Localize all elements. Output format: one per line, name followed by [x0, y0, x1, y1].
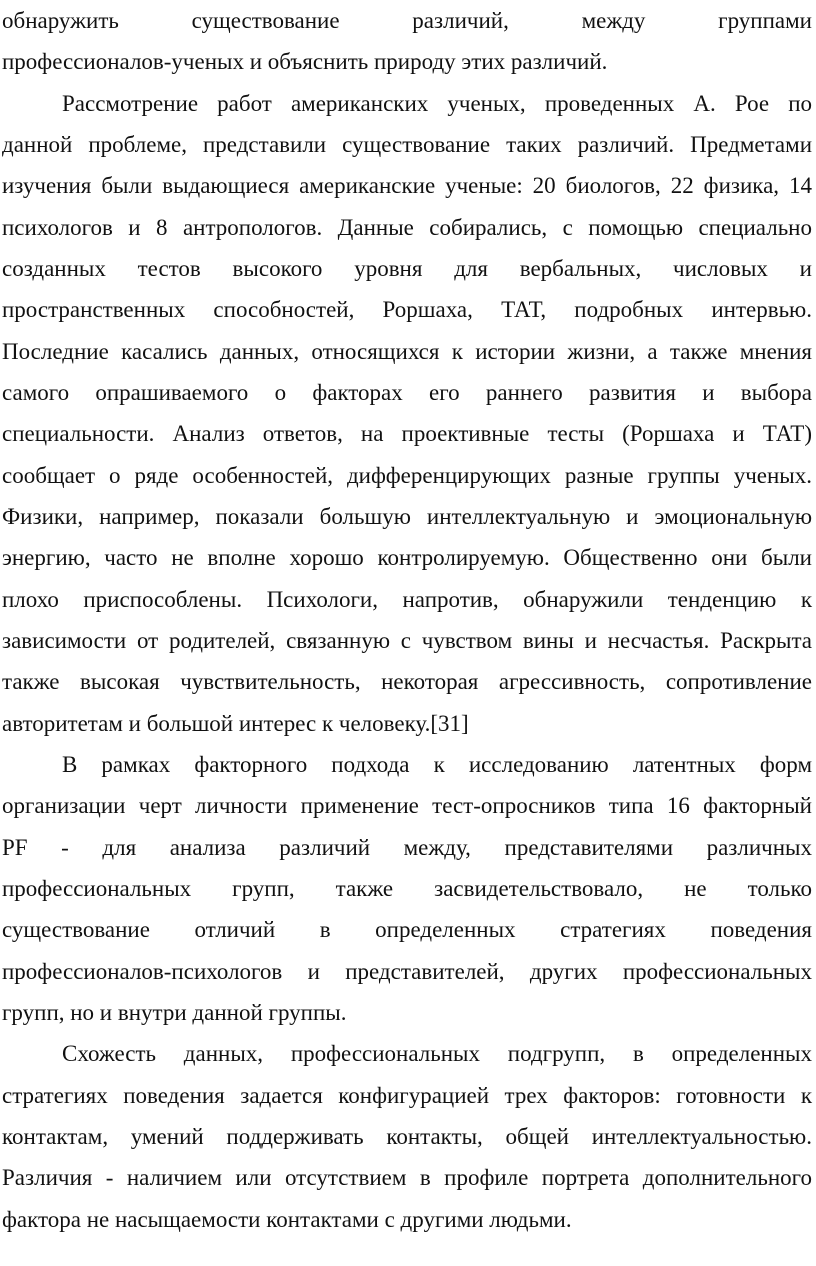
paragraph-3-line-1: В рамках факторного подхода к исследованию латентных форм — [62, 752, 812, 777]
paragraph-3-line-7: групп, но и внутри данной группы. — [2, 1000, 347, 1025]
paragraph-3-line-5: существование отличий в определенных стратегиях поведения — [2, 917, 812, 942]
paragraph-2-line-13: плохо приспособлены. Психологи, напротив, обнаружили тенденцию к — [2, 587, 812, 612]
paragraph-3-line-4: профессиональных групп, также засвидетельствовало, не только — [2, 876, 812, 901]
paragraph-2-line-1: Рассмотрение работ американских ученых, проведенных А. Рое по — [62, 91, 812, 116]
paragraph-1-line-2: профессионалов-ученых и объяснить природу этих различий. — [2, 49, 608, 74]
paragraph-2-line-5: созданных тестов высокого уровня для вербальных, числовых и — [2, 256, 812, 281]
paragraph-2-line-11: Физики, например, показали большую интеллектуальную и эмоциональную — [2, 504, 812, 529]
paragraph-2-line-4: психологов и 8 антропологов. Данные собирались, с помощью специально — [2, 215, 812, 240]
paragraph-4-line-2: стратегиях поведения задается конфигурацией трех факторов: готовности к — [2, 1083, 812, 1108]
paragraph-3-line-2: организации черт личности применение тест-опросников типа 16 факторный — [2, 793, 812, 818]
paragraph-2-line-6: пространственных способностей, Роршаха, ТАТ, подробных интервью. — [2, 297, 812, 322]
paragraph-2-line-16: авторитетам и большой интерес к человеку.[31] — [2, 711, 469, 736]
paragraph-4-line-3: контактам, умений поддерживать контакты, общей интеллектуальностью. — [2, 1124, 812, 1149]
paragraph-2-line-8: самого опрашиваемого о факторах его раннего развития и выбора — [2, 380, 812, 405]
paragraph-2-line-9: специальности. Анализ ответов, на проективные тесты (Роршаха и ТАТ) — [2, 421, 812, 446]
paragraph-3-line-3: PF - для анализа различий между, представителями различных — [2, 835, 812, 860]
paragraph-2-line-7: Последние касались данных, относящихся к истории жизни, а также мнения — [2, 339, 812, 364]
paragraph-3-line-6: профессионалов-психологов и представителей, других профессиональных — [2, 959, 812, 984]
paragraph-4-line-4: Различия - наличием или отсутствием в профиле портрета дополнительного — [2, 1165, 812, 1190]
paragraph-2-line-10: сообщает о ряде особенностей, дифференцирующих разные группы ученых. — [2, 463, 812, 488]
paragraph-2-line-2: данной проблеме, представили существование таких различий. Предметами — [2, 132, 812, 157]
paragraph-2-line-12: энергию, часто не вполне хорошо контролируемую. Общественно они были — [2, 545, 812, 570]
paragraph-2-line-3: изучения были выдающиеся американские ученые: 20 биологов, 22 физика, 14 — [2, 173, 812, 198]
paragraph-1-line-1: обнаружить существование различий, между группами — [2, 8, 812, 33]
paragraph-2-line-15: также высокая чувствительность, некоторая агрессивность, сопротивление — [2, 669, 812, 694]
paragraph-4-line-5: фактора не насыщаемости контактами с другими людьми. — [2, 1207, 572, 1232]
paragraph-2-line-14: зависимости от родителей, связанную с чувством вины и несчастья. Раскрыта — [2, 628, 812, 653]
paragraph-4-line-1: Схожесть данных, профессиональных подгрупп, в определенных — [62, 1041, 812, 1066]
